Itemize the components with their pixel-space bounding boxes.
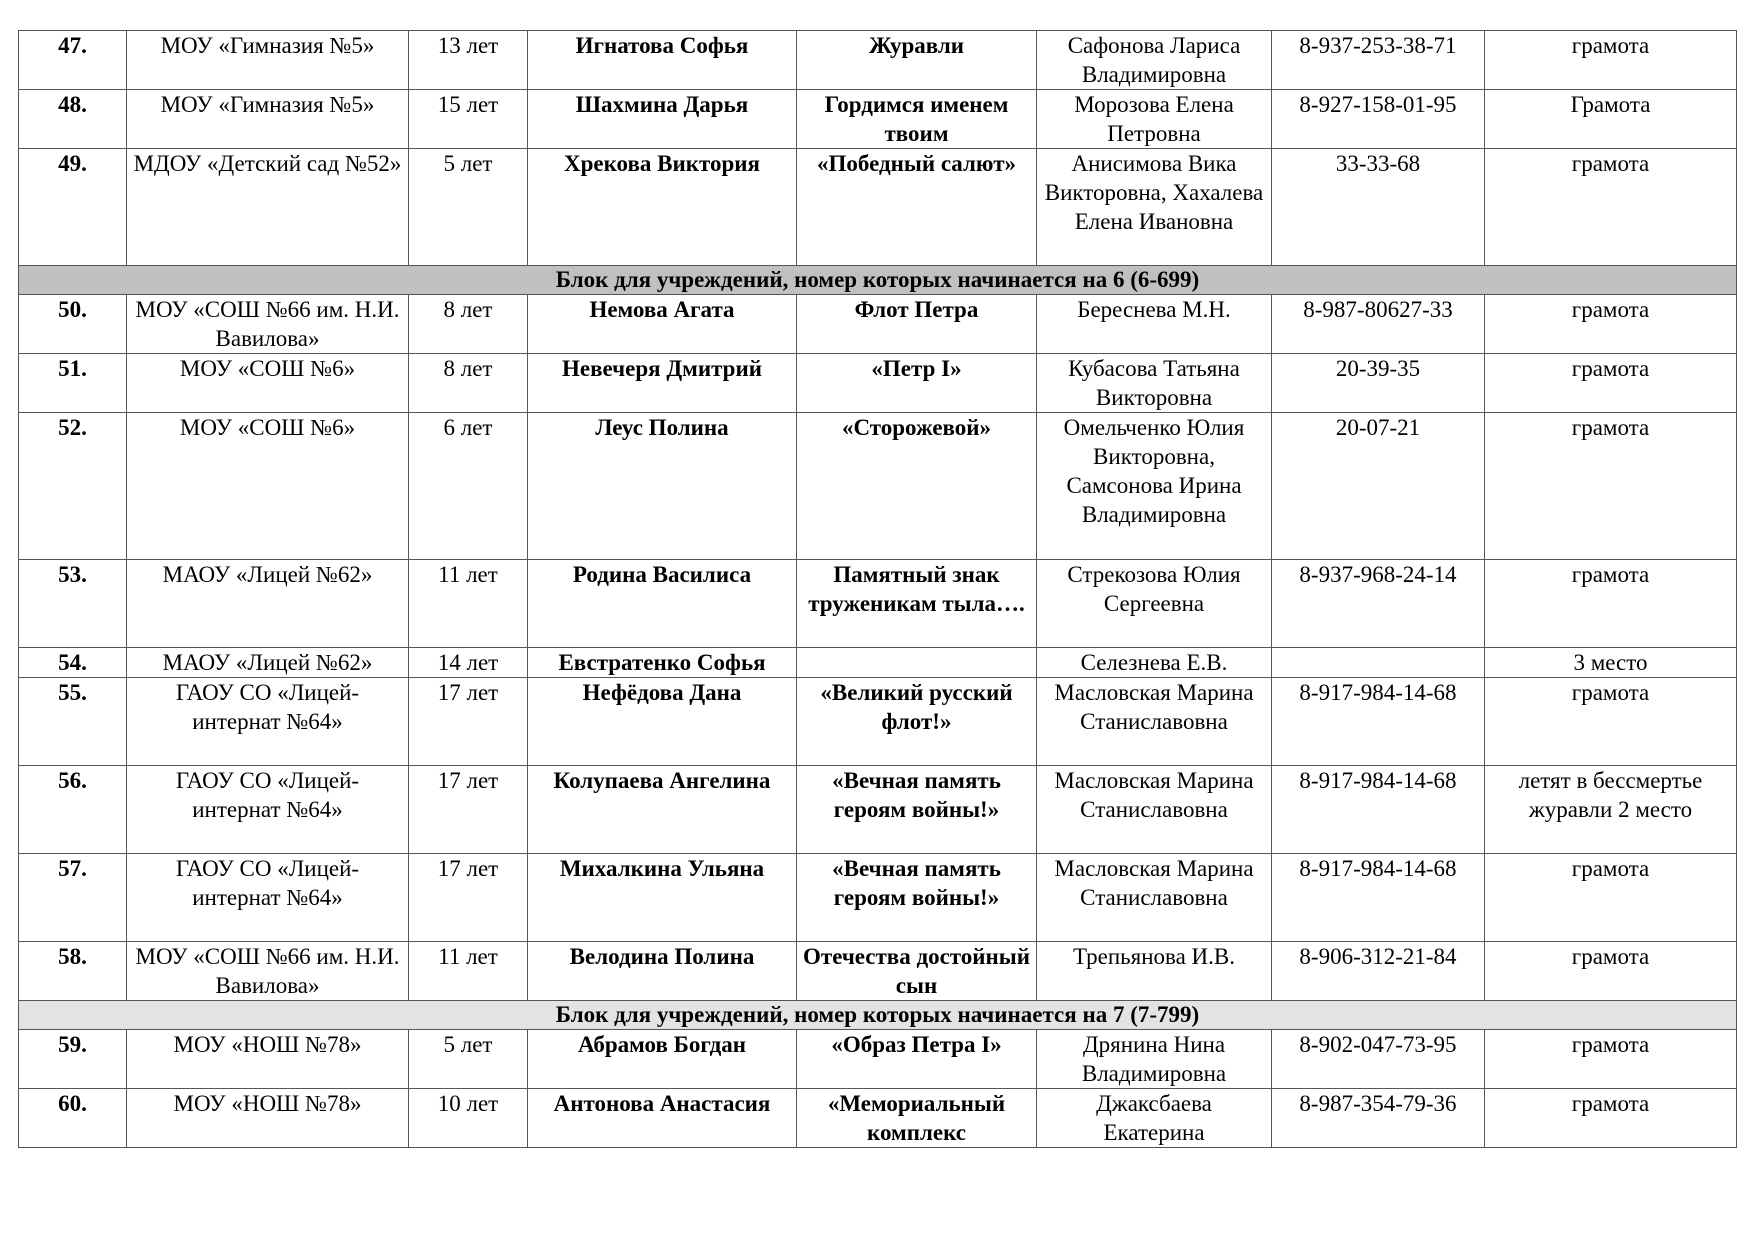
teacher-cell: Береснева М.Н. xyxy=(1037,295,1272,354)
phone-cell: 8-987-354-79-36 xyxy=(1272,1089,1485,1148)
table-row xyxy=(19,942,1737,1001)
school-cell: МАОУ «Лицей №62» xyxy=(127,648,409,678)
table-row xyxy=(19,678,1737,766)
work-title-cell: Гордимся именем твоим xyxy=(797,90,1037,149)
age-cell: 6 лет xyxy=(409,413,528,560)
row-number: 52. xyxy=(19,413,127,560)
work-title-cell: «Вечная память героям войны!» xyxy=(797,854,1037,942)
school-cell: ГАОУ СО «Лицей-интернат №64» xyxy=(127,766,409,854)
participant-name-cell: Евстратенко Софья xyxy=(528,648,797,678)
table-row xyxy=(19,413,1737,560)
table-row xyxy=(19,766,1737,854)
section-header-row xyxy=(19,1001,1737,1030)
participant-name-cell: Родина Василиса xyxy=(528,560,797,648)
work-title-cell: Памятный знак труженикам тыла…. xyxy=(797,560,1037,648)
participant-name-cell: Хрекова Виктория xyxy=(528,149,797,266)
work-title-cell: «Победный салют» xyxy=(797,149,1037,266)
participant-name-cell: Велодина Полина xyxy=(528,942,797,1001)
table-row xyxy=(19,354,1737,413)
participant-name-cell: Антонова Анастасия xyxy=(528,1089,797,1148)
participant-name-cell: Михалкина Ульяна xyxy=(528,854,797,942)
row-number: 60. xyxy=(19,1089,127,1148)
teacher-cell: Дрянина Нина Владимировна xyxy=(1037,1030,1272,1089)
age-cell: 13 лет xyxy=(409,31,528,90)
teacher-cell: Масловская Марина Станиславовна xyxy=(1037,854,1272,942)
age-cell: 8 лет xyxy=(409,295,528,354)
table-row xyxy=(19,90,1737,149)
phone-cell: 20-39-35 xyxy=(1272,354,1485,413)
result-cell: грамота xyxy=(1485,854,1737,942)
row-number: 54. xyxy=(19,648,127,678)
result-cell: грамота xyxy=(1485,413,1737,560)
work-title-cell xyxy=(797,648,1037,678)
table-body xyxy=(19,31,1737,1148)
phone-cell: 8-987-80627-33 xyxy=(1272,295,1485,354)
phone-cell: 33-33-68 xyxy=(1272,149,1485,266)
participant-name-cell: Немова Агата xyxy=(528,295,797,354)
phone-cell: 20-07-21 xyxy=(1272,413,1485,560)
table-row xyxy=(19,149,1737,266)
participant-name-cell: Нефёдова Дана xyxy=(528,678,797,766)
teacher-cell: Масловская Марина Станиславовна xyxy=(1037,766,1272,854)
table-row xyxy=(19,31,1737,90)
row-number: 56. xyxy=(19,766,127,854)
phone-cell: 8-937-253-38-71 xyxy=(1272,31,1485,90)
participant-name-cell: Шахмина Дарья xyxy=(528,90,797,149)
row-number: 53. xyxy=(19,560,127,648)
school-cell: ГАОУ СО «Лицей-интернат №64» xyxy=(127,678,409,766)
age-cell: 17 лет xyxy=(409,678,528,766)
phone-cell: 8-917-984-14-68 xyxy=(1272,854,1485,942)
age-cell: 5 лет xyxy=(409,149,528,266)
school-cell: МОУ «Гимназия №5» xyxy=(127,90,409,149)
work-title-cell: «Сторожевой» xyxy=(797,413,1037,560)
age-cell: 8 лет xyxy=(409,354,528,413)
table-row xyxy=(19,295,1737,354)
table-row xyxy=(19,560,1737,648)
result-cell: грамота xyxy=(1485,678,1737,766)
result-cell: Грамота xyxy=(1485,90,1737,149)
phone-cell: 8-937-968-24-14 xyxy=(1272,560,1485,648)
result-cell: грамота xyxy=(1485,149,1737,266)
row-number: 48. xyxy=(19,90,127,149)
table-row xyxy=(19,1030,1737,1089)
participant-name-cell: Игнатова Софья xyxy=(528,31,797,90)
school-cell: ГАОУ СО «Лицей-интернат №64» xyxy=(127,854,409,942)
age-cell: 10 лет xyxy=(409,1089,528,1148)
phone-cell: 8-927-158-01-95 xyxy=(1272,90,1485,149)
age-cell: 15 лет xyxy=(409,90,528,149)
result-cell: грамота xyxy=(1485,295,1737,354)
teacher-cell: Омельченко Юлия Викторовна, Самсонова Ирина Владимировна xyxy=(1037,413,1272,560)
row-number: 59. xyxy=(19,1030,127,1089)
section-header: Блок для учреждений, номер которых начинается на 7 (7-799) xyxy=(19,1001,1737,1030)
work-title-cell: Отечества достойный сын xyxy=(797,942,1037,1001)
work-title-cell: Журавли xyxy=(797,31,1037,90)
school-cell: МДОУ «Детский сад №52» xyxy=(127,149,409,266)
result-cell: грамота xyxy=(1485,560,1737,648)
work-title-cell: «Образ Петра I» xyxy=(797,1030,1037,1089)
result-cell: грамота xyxy=(1485,31,1737,90)
result-cell: грамота xyxy=(1485,1089,1737,1148)
result-cell: грамота xyxy=(1485,354,1737,413)
phone-cell: 8-906-312-21-84 xyxy=(1272,942,1485,1001)
result-cell: грамота xyxy=(1485,1030,1737,1089)
result-cell: грамота xyxy=(1485,942,1737,1001)
work-title-cell: «Мемориальный комплекс xyxy=(797,1089,1037,1148)
participant-name-cell: Леус Полина xyxy=(528,413,797,560)
result-cell: 3 место xyxy=(1485,648,1737,678)
age-cell: 17 лет xyxy=(409,766,528,854)
table-row xyxy=(19,854,1737,942)
age-cell: 5 лет xyxy=(409,1030,528,1089)
teacher-cell: Кубасова Татьяна Викторовна xyxy=(1037,354,1272,413)
school-cell: МОУ «Гимназия №5» xyxy=(127,31,409,90)
school-cell: МОУ «НОШ №78» xyxy=(127,1030,409,1089)
table-row xyxy=(19,648,1737,678)
work-title-cell: «Вечная память героям войны!» xyxy=(797,766,1037,854)
phone-cell xyxy=(1272,648,1485,678)
row-number: 49. xyxy=(19,149,127,266)
row-number: 47. xyxy=(19,31,127,90)
teacher-cell: Стрекозова Юлия Сергеевна xyxy=(1037,560,1272,648)
age-cell: 17 лет xyxy=(409,854,528,942)
participant-name-cell: Колупаева Ангелина xyxy=(528,766,797,854)
age-cell: 11 лет xyxy=(409,942,528,1001)
participant-name-cell: Невечеря Дмитрий xyxy=(528,354,797,413)
row-number: 58. xyxy=(19,942,127,1001)
table-row xyxy=(19,1089,1737,1148)
work-title-cell: «Петр I» xyxy=(797,354,1037,413)
teacher-cell: Масловская Марина Станиславовна xyxy=(1037,678,1272,766)
school-cell: МОУ «НОШ №78» xyxy=(127,1089,409,1148)
teacher-cell: Анисимова Вика Викторовна, Хахалева Елена Ивановна xyxy=(1037,149,1272,266)
section-header: Блок для учреждений, номер которых начинается на 6 (6-699) xyxy=(19,266,1737,295)
participant-name-cell: Абрамов Богдан xyxy=(528,1030,797,1089)
row-number: 55. xyxy=(19,678,127,766)
phone-cell: 8-917-984-14-68 xyxy=(1272,678,1485,766)
result-cell: летят в бессмертье журавли 2 место xyxy=(1485,766,1737,854)
school-cell: МОУ «СОШ №66 им. Н.И. Вавилова» xyxy=(127,295,409,354)
teacher-cell: Морозова Елена Петровна xyxy=(1037,90,1272,149)
teacher-cell: Трепьянова И.В. xyxy=(1037,942,1272,1001)
phone-cell: 8-917-984-14-68 xyxy=(1272,766,1485,854)
participants-table xyxy=(18,30,1737,1148)
row-number: 51. xyxy=(19,354,127,413)
school-cell: МОУ «СОШ №6» xyxy=(127,413,409,560)
phone-cell: 8-902-047-73-95 xyxy=(1272,1030,1485,1089)
school-cell: МАОУ «Лицей №62» xyxy=(127,560,409,648)
school-cell: МОУ «СОШ №6» xyxy=(127,354,409,413)
school-cell: МОУ «СОШ №66 им. Н.И. Вавилова» xyxy=(127,942,409,1001)
section-header-row xyxy=(19,266,1737,295)
row-number: 50. xyxy=(19,295,127,354)
work-title-cell: «Великий русский флот!» xyxy=(797,678,1037,766)
work-title-cell: Флот Петра xyxy=(797,295,1037,354)
teacher-cell: Сафонова Лариса Владимировна xyxy=(1037,31,1272,90)
age-cell: 14 лет xyxy=(409,648,528,678)
teacher-cell: Селезнева Е.В. xyxy=(1037,648,1272,678)
age-cell: 11 лет xyxy=(409,560,528,648)
teacher-cell: Джаксбаева Екатерина xyxy=(1037,1089,1272,1148)
row-number: 57. xyxy=(19,854,127,942)
